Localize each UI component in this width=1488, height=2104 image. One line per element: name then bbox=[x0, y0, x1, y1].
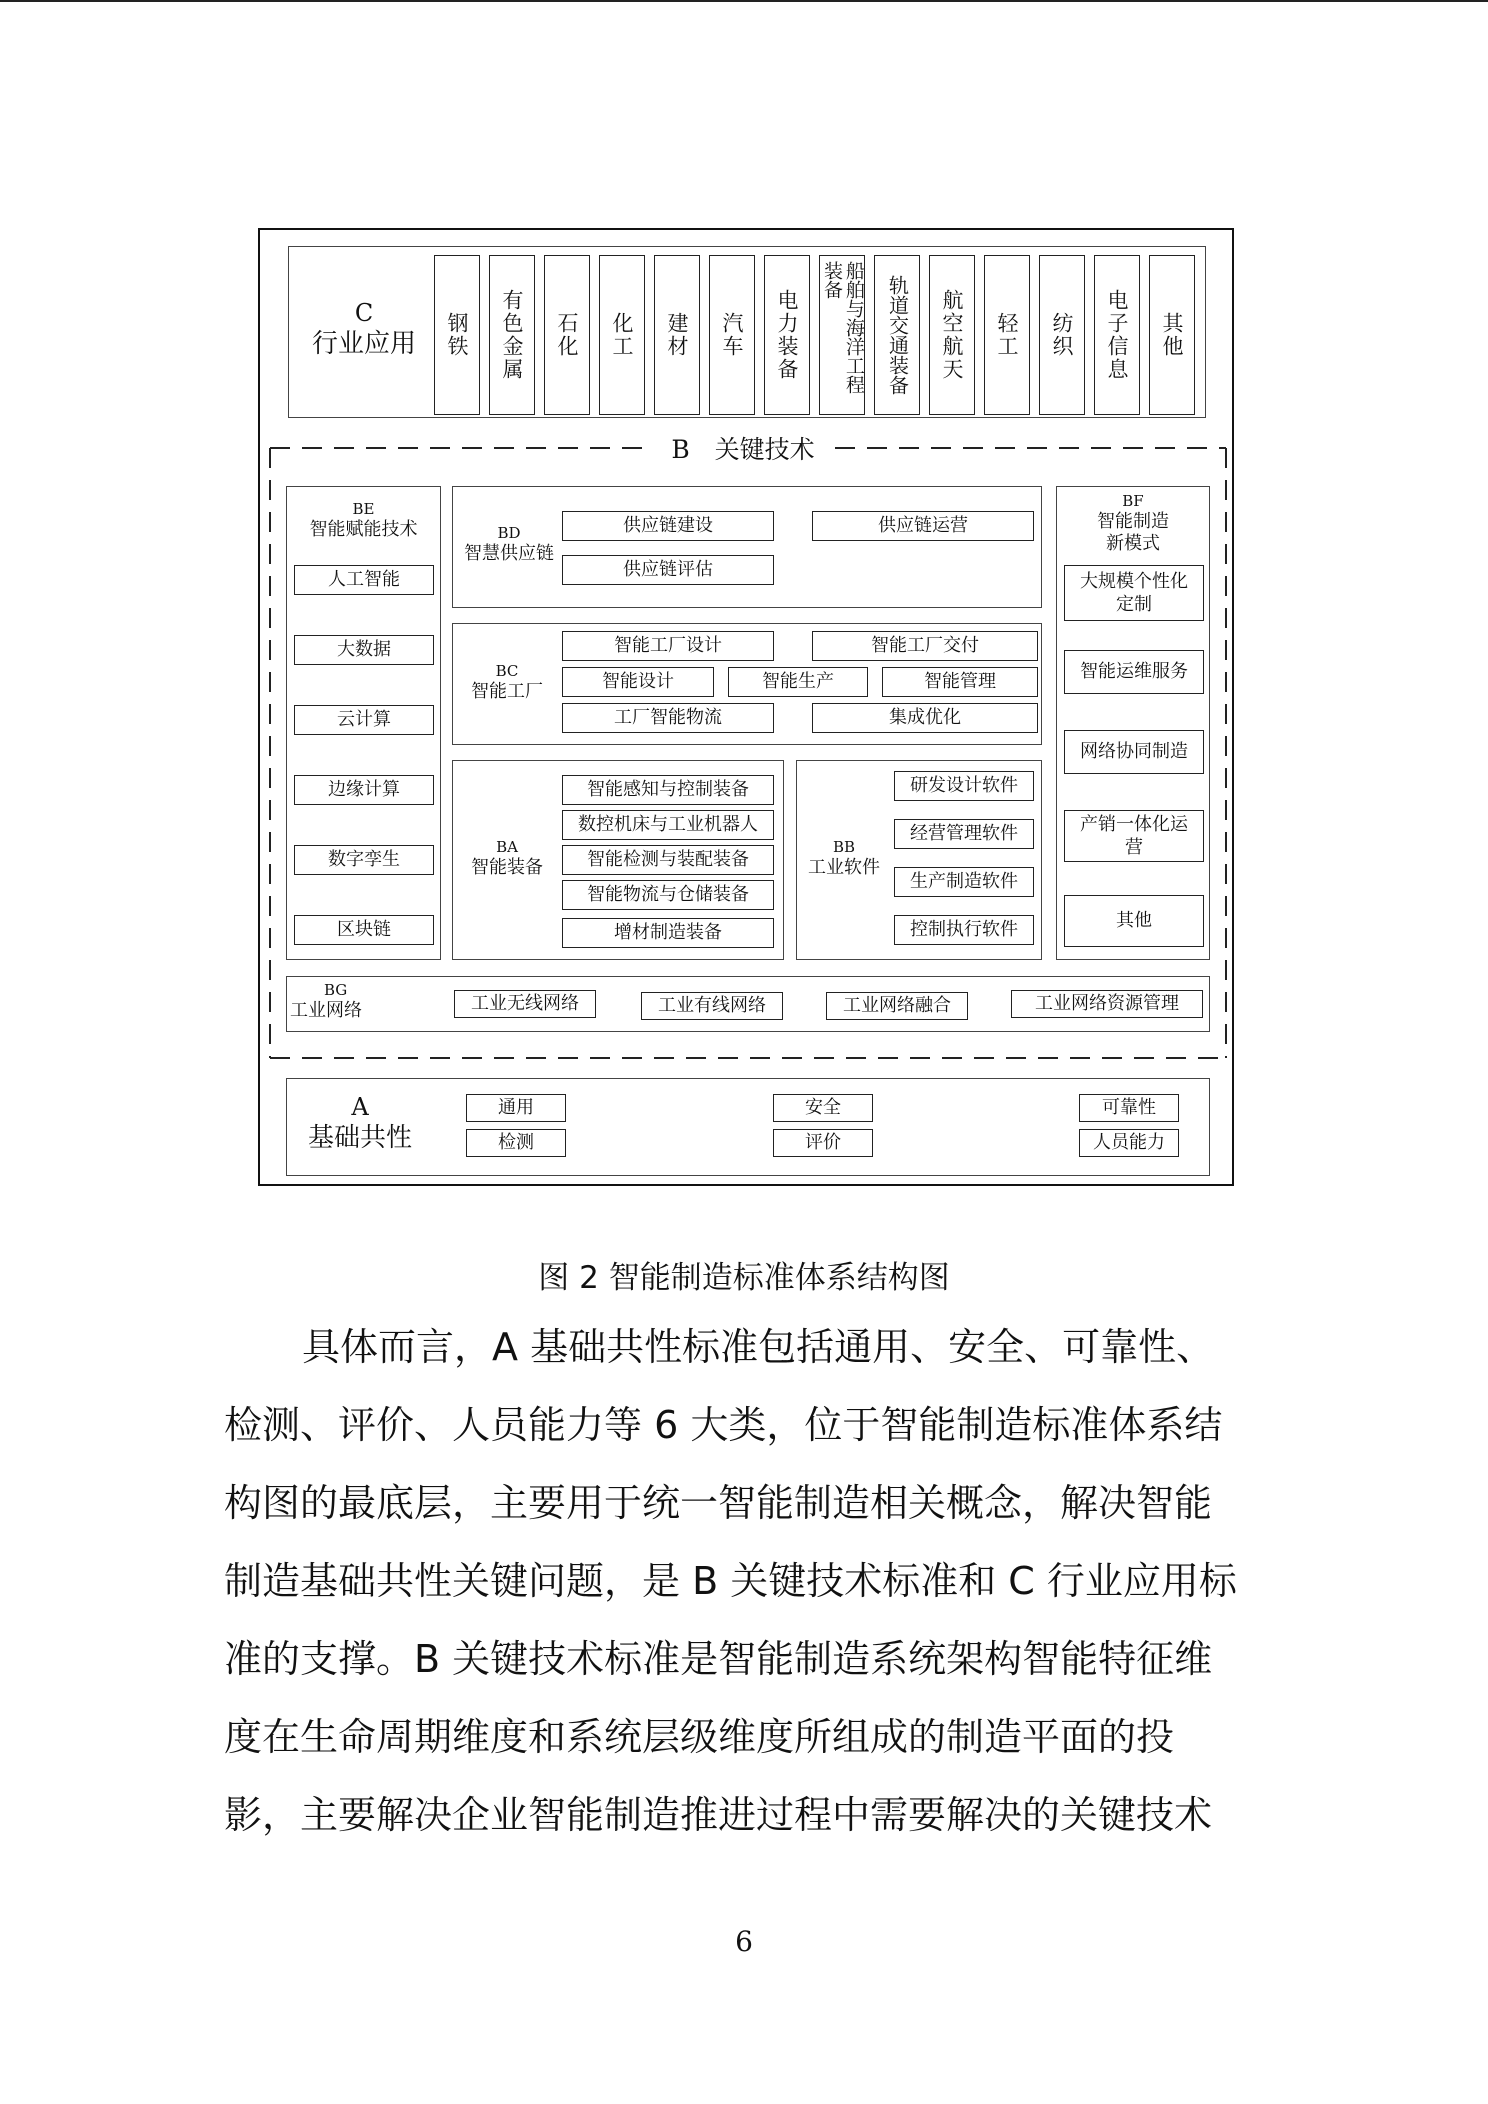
bf-code: BF bbox=[1122, 492, 1144, 510]
bc-item-integration-optimization: 集成优化 bbox=[812, 703, 1038, 733]
bg-item-fusion: 工业网络融合 bbox=[826, 992, 968, 1020]
bg-item-wireless: 工业无线网络 bbox=[454, 990, 596, 1018]
ba-item-sensing-control: 智能感知与控制装备 bbox=[562, 775, 774, 805]
paragraph-line: 准的支撑。B 关键技术标准是智能制造系统架构智能特征维 bbox=[224, 1637, 1213, 1681]
page-number: 6 bbox=[735, 1925, 753, 1958]
bc-item-factory-logistics: 工厂智能物流 bbox=[562, 703, 774, 733]
paragraph-line: 度在生命周期维度和系统层级维度所组成的制造平面的投 bbox=[224, 1715, 1175, 1759]
bd-item-supply-chain-evaluate: 供应链评估 bbox=[562, 555, 774, 585]
bc-item-smart-production: 智能生产 bbox=[728, 667, 868, 697]
body-paragraph bbox=[224, 1308, 1264, 1854]
be-title: 智能赋能技术 bbox=[309, 518, 418, 540]
industry-textile: 纺织 bbox=[1039, 255, 1085, 415]
bf-item-other: 其他 bbox=[1064, 895, 1204, 947]
standard-system-diagram bbox=[258, 228, 1234, 1186]
figure-caption: 图 2 智能制造标准体系结构图 bbox=[538, 1260, 950, 1296]
a-section-code: A bbox=[351, 1093, 369, 1121]
bc-item-smart-management: 智能管理 bbox=[882, 667, 1038, 697]
c-section-title: 行业应用 bbox=[311, 329, 416, 359]
a-item-evaluation: 评价 bbox=[773, 1129, 873, 1157]
be-code: BE bbox=[352, 500, 375, 518]
be-item-digital-twin: 数字孪生 bbox=[294, 845, 434, 875]
be-item-edge: 边缘计算 bbox=[294, 775, 434, 805]
c-section-code: C bbox=[354, 299, 374, 327]
paragraph-line: 影，主要解决企业智能制造推进过程中需要解决的关键技术 bbox=[224, 1793, 1213, 1837]
page-top-border bbox=[0, 0, 1488, 2]
paragraph-line: 构图的最底层，主要用于统一智能制造相关概念，解决智能 bbox=[224, 1481, 1213, 1525]
bc-item-smart-design: 智能设计 bbox=[562, 667, 714, 697]
a-item-testing: 检测 bbox=[466, 1129, 566, 1157]
bb-code: BB bbox=[832, 838, 856, 856]
bd-item-supply-chain-build: 供应链建设 bbox=[562, 511, 774, 541]
ba-item-cnc-robot: 数控机床与工业机器人 bbox=[562, 810, 774, 840]
industry-other: 其他 bbox=[1149, 255, 1195, 415]
industry-automotive: 汽车 bbox=[709, 255, 755, 415]
industry-steel: 钢铁 bbox=[434, 255, 480, 415]
be-label bbox=[288, 500, 439, 541]
ba-item-inspection-assembly: 智能检测与装配装备 bbox=[562, 845, 774, 875]
a-item-safety: 安全 bbox=[773, 1094, 873, 1122]
industry-rail-transit: 轨道交通装备 bbox=[874, 255, 920, 415]
a-item-reliability: 可靠性 bbox=[1079, 1094, 1179, 1122]
ba-title: 智能装备 bbox=[471, 856, 543, 878]
a-section-label bbox=[300, 1092, 420, 1155]
bb-item-management-software: 经营管理软件 bbox=[894, 819, 1034, 849]
paragraph-line: 具体而言，A 基础共性标准包括通用、安全、可靠性、 bbox=[302, 1325, 1215, 1369]
be-item-big-data: 大数据 bbox=[294, 635, 434, 665]
bf-label bbox=[1058, 492, 1208, 556]
bc-title: 智能工厂 bbox=[471, 680, 543, 702]
be-item-cloud: 云计算 bbox=[294, 705, 434, 735]
bb-title: 工业软件 bbox=[808, 856, 880, 878]
industry-light-industry: 轻工 bbox=[984, 255, 1030, 415]
bb-item-production-software: 生产制造软件 bbox=[894, 867, 1034, 897]
bc-item-factory-delivery: 智能工厂交付 bbox=[812, 631, 1038, 661]
bd-item-supply-chain-operate: 供应链运营 bbox=[812, 511, 1034, 541]
industry-petrochemical: 石化 bbox=[544, 255, 590, 415]
bf-item-network-collaboration: 网络协同制造 bbox=[1064, 730, 1204, 774]
paragraph-line: 检测、评价、人员能力等 6 大类，位于智能制造标准体系结 bbox=[224, 1403, 1223, 1447]
bf-item-mass-customization: 大规模个性化定制 bbox=[1064, 565, 1204, 621]
a-item-personnel-capability: 人员能力 bbox=[1079, 1129, 1179, 1157]
industry-chemical: 化工 bbox=[599, 255, 645, 415]
b-section-title: B 关键技术 bbox=[658, 434, 828, 465]
bg-label bbox=[290, 981, 414, 1022]
industry-aerospace: 航空航天 bbox=[929, 255, 975, 415]
industry-electronic-info: 电子信息 bbox=[1094, 255, 1140, 415]
ba-item-additive-manufacturing: 增材制造装备 bbox=[562, 918, 774, 948]
industry-power-equipment: 电力装备 bbox=[764, 255, 810, 415]
bd-title: 智慧供应链 bbox=[464, 542, 554, 564]
be-item-ai: 人工智能 bbox=[294, 565, 434, 595]
bg-item-resource-management: 工业网络资源管理 bbox=[1011, 990, 1203, 1018]
industry-ship-ocean-engineering: 船舶与海洋工程装备 bbox=[819, 255, 865, 415]
bd-code: BD bbox=[497, 524, 521, 542]
bf-frame bbox=[1056, 486, 1210, 960]
ba-label bbox=[454, 838, 560, 879]
bf-title-line2: 新模式 bbox=[1106, 533, 1160, 555]
a-section-frame bbox=[286, 1078, 1210, 1176]
a-section-title: 基础共性 bbox=[307, 1123, 412, 1153]
paragraph-line: 制造基础共性关键问题，是 B 关键技术标准和 C 行业应用标 bbox=[224, 1559, 1237, 1603]
bf-item-production-sales-integration: 产销一体化运营 bbox=[1064, 810, 1204, 862]
bf-item-smart-om-service: 智能运维服务 bbox=[1064, 650, 1204, 694]
bg-title: 工业网络 bbox=[290, 999, 362, 1021]
bd-label bbox=[454, 524, 564, 565]
bg-item-wired: 工业有线网络 bbox=[641, 992, 783, 1020]
industry-building-materials: 建材 bbox=[654, 255, 700, 415]
bb-item-control-software: 控制执行软件 bbox=[894, 915, 1034, 945]
bb-item-rd-software: 研发设计软件 bbox=[894, 771, 1034, 801]
be-item-blockchain: 区块链 bbox=[294, 915, 434, 945]
bf-title-line1: 智能制造 bbox=[1097, 510, 1169, 532]
bc-label bbox=[454, 662, 560, 703]
bg-code: BG bbox=[324, 981, 348, 999]
ba-code: BA bbox=[496, 838, 518, 856]
ba-item-logistics-warehouse: 智能物流与仓储装备 bbox=[562, 880, 774, 910]
bc-item-factory-design: 智能工厂设计 bbox=[562, 631, 774, 661]
a-item-general: 通用 bbox=[466, 1094, 566, 1122]
bc-code: BC bbox=[495, 662, 519, 680]
bb-label bbox=[798, 838, 890, 879]
industry-nonferrous-metals: 有色金属 bbox=[489, 255, 535, 415]
